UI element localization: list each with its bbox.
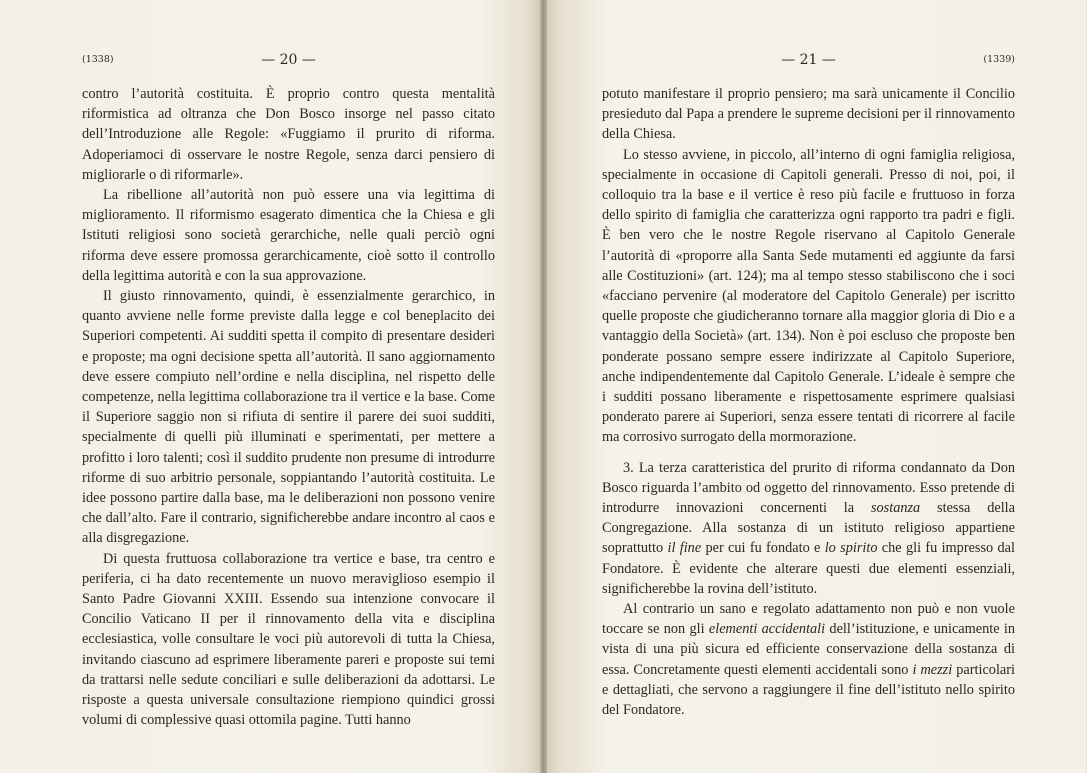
right-page-body — [602, 84, 1015, 720]
left-page — [0, 0, 543, 773]
paragraph — [602, 599, 1015, 720]
italic-run: il fine — [667, 540, 702, 557]
book-gutter — [540, 0, 547, 773]
left-page-header — [82, 50, 495, 70]
text-run: particolari e dettagliati, che servono a raggiungere il fine dell’istituto nello spirito del Fondatore. — [602, 661, 1015, 719]
right-page-header — [602, 50, 1015, 70]
text-run: dell’istituzione, e unicamente in vista di una più sicura ed efficiente conservazione della sostanza di essa. Concretamente questi elementi accidentali sono — [602, 621, 1015, 678]
paragraph: Lo stesso avviene, in piccolo, all’interno di ogni famiglia religiosa, specialmente in occasione di Capitoli generali. Presso di noi, poi, il colloquio tra la base e il vertice è reso più facile e fruttuoso in forza dello spirito di famiglia che caratterizza ogni rapporto tra padri e figli. È ben vero che le nostre Regole riservano al Capitolo Generale l’autorità di «proporre alla Santa Sede mutamenti ed aggiunte da farsi alle Costituzioni» (art. 124); ma al tempo stesso stabiliscono che i soci «facciano pervenire (al moderatore del Capitolo Generale) per iscritto quelle proposte che giudicheranno tornare alla maggior gloria di Dio e a vantaggio della Società» (art. 134). Non è poi escluso che proposte ben ponderate possano sempre essere indirizzate al Capitolo Superiore, anche indipendentemente dal Capitolo Generale. L’ideale è sempre che i sudditi possano liberamente e rispettosamente esprimere qualsiasi ponderato parere ai Superiori, senza essere tentati di ricorrere al facile ma corrosivo surrogato della mormorazione. — [602, 146, 1015, 446]
text-run: per cui fu fondato e — [701, 540, 825, 557]
paragraph: Il giusto rinnovamento, quindi, è essenzialmente gerarchico, in quanto avviene nelle forme previste dalla legge e col beneplacito dei Superiori competenti. Ai sudditi spetta il compito di presentare desideri e proposte; ma ogni decisione spetta all’autorità. Il sano aggiornamento deve essere compiuto nell’ordine e nella disciplina, nel rispetto delle competenze, nella legittima collaborazione tra il vertice e la base. Come il Superiore saggio non si rifiuta di sentire il parere dei suoi sudditi, specialmente di quelli più illuminati e sperimentati, per mettere a profitto i loro talenti; così il suddito prudente non presume di introdurre riforme di suo arbitrio personale, soppiantando l’autorità costituita. Le idee possono partire dalla base, ma le deliberazioni non possono venire che dall’alto. Fare il contrario, significherebbe andare incontro al caos e alla disgregazione. — [82, 288, 495, 547]
text-run: Al contrario un sano e regolato adattamento non può e non vuole toccare se non gli — [602, 601, 1015, 638]
right-page-number: — 21 — — [781, 52, 836, 68]
section-3-paragraph — [602, 458, 1015, 599]
paragraph: La ribellione all’autorità non può essere una via legittima di miglioramento. Il riformismo esagerato dimentica che la Chiesa e gli Istituti religiosi sono società gerarchiche, nelle quali perciò ogni riforma deve essere promossa gerarchicamente, cioè sotto il controllo della legittima autorità e con la sua approvazione. — [82, 187, 495, 284]
paragraph: contro l’autorità costituita. È proprio contro questa mentalità riformistica ad oltranza che Don Bosco insorge nel passo citato dell’Introduzione alle Regole: «Fuggiamo il prurito di riforma. Adoperiamoci di osservare le nostre Regole, senza darci pensiero di migliorarle o di riformarle». — [82, 86, 495, 183]
left-header-number: (1338) — [82, 54, 114, 65]
paragraph: potuto manifestare il proprio pensiero; ma sarà unicamente il Concilio presieduto dal Papa a prendere le supreme decisioni per il rinnovamento della Chiesa. — [602, 86, 1015, 143]
right-page — [543, 0, 1086, 773]
text-run: stessa della Congregazione. Alla sostanza di un istituto religioso appartiene soprattutto — [602, 500, 1015, 557]
italic-run: lo spirito — [824, 540, 878, 557]
right-header-number: (1339) — [983, 54, 1015, 65]
text-run: che gli fu impresso dal Fondatore. È evidente che alterare questi due elementi essenziali, significherebbe la rovina dell’istituto. — [602, 540, 1015, 597]
italic-run: i mezzi — [912, 661, 953, 678]
left-page-number: — 20 — — [261, 52, 316, 68]
italic-run: elementi accidentali — [708, 621, 826, 638]
italic-run: sostanza — [870, 500, 921, 517]
left-page-body — [82, 84, 495, 731]
text-run: 3. La terza caratteristica del prurito di riforma condannato da Don Bosco riguarda l’ambito od oggetto del rinnovamento. Esso pretende di introdurre innovazioni concernenti la — [602, 459, 1015, 517]
paragraph: Di questa fruttuosa collaborazione tra vertice e base, tra centro e periferia, ci ha dato recentemente un nuovo meraviglioso esempio il Santo Padre Giovanni XXIII. Essendo sua intenzione convocare il Concilio Vaticano II per il rinnovamento della vita e disciplina ecclesiastica, volle consultare le voci più autorevoli di tutta la Chiesa, invitando ciascuno ad esprimere liberamente pareri e proposte sui temi da trattarsi nelle sedute conciliari e sulle deliberazioni da adottarsi. Le risposte a questa universale consultazione riempiono quindici grossi volumi di complessive quasi ottomila pagine. Tutti hanno — [82, 550, 495, 729]
